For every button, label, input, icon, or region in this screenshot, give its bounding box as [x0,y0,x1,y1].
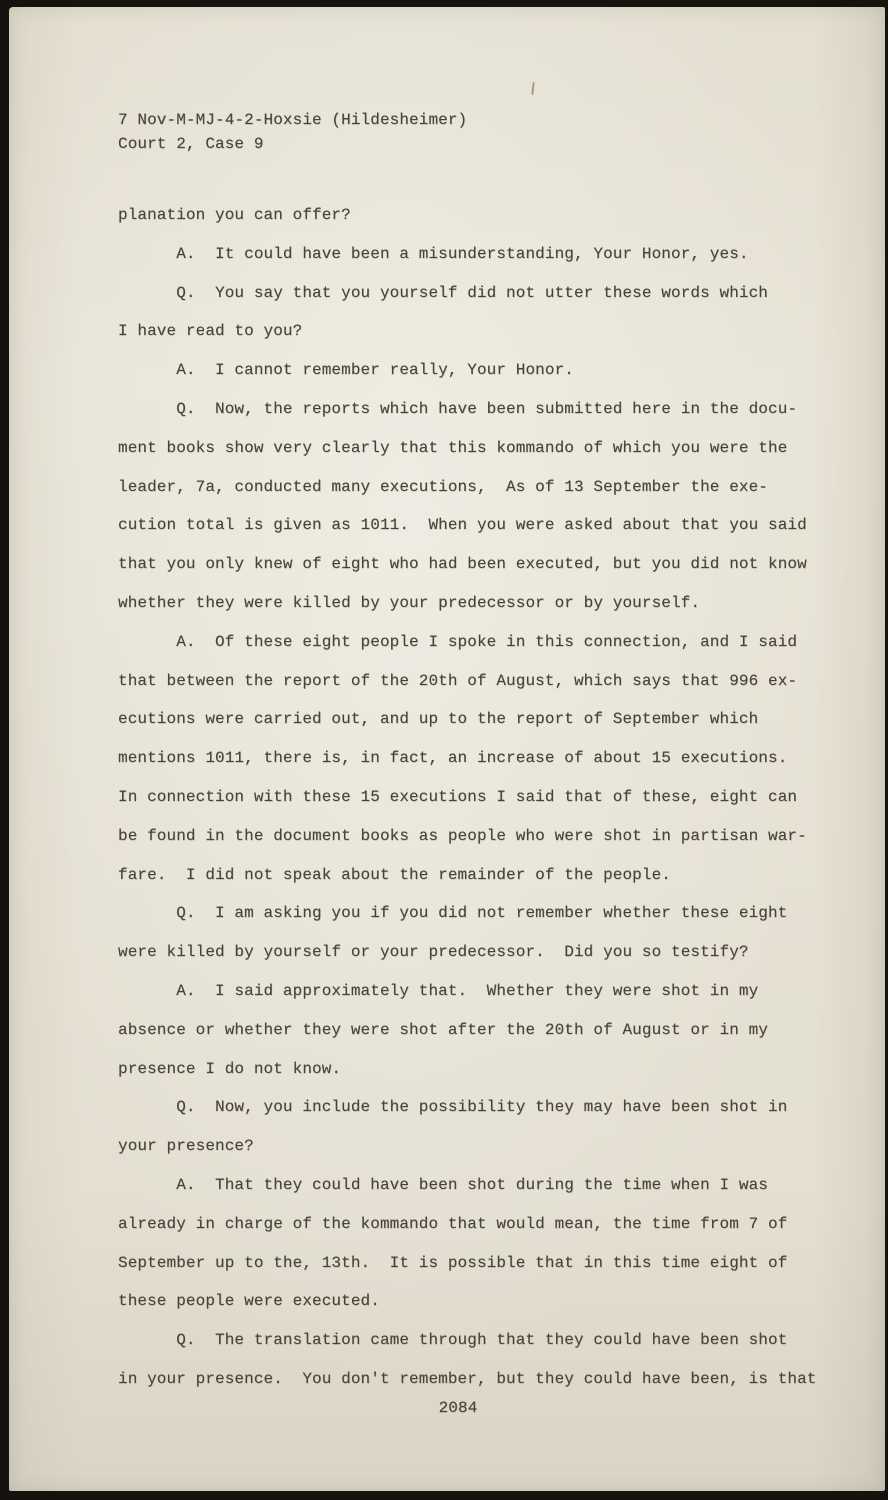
page-number: 2084 [438,1399,478,1417]
transcript-body [118,196,818,1399]
header-court-line: Court 2, Case 9 [118,135,264,153]
transcript-line: A. I cannot remember really, Your Honor. [118,361,574,380]
transcript-line: your presence? [118,1137,254,1156]
transcript-line: A. It could have been a misunderstanding, Your Honor, yes. [118,244,749,263]
stray-ink-mark [531,82,534,95]
page-header [118,108,467,156]
transcript-line: A. Of these eight people I spoke in this connection, and I said [118,632,798,651]
transcript-line: presence I do not know. [118,1059,342,1078]
transcript-line: ecutions were carried out, and up to the report of September which [118,710,759,729]
header-session-line: 7 Nov-M-MJ-4-2-Hoxsie (Hildesheimer) [118,111,468,129]
transcript-line: whether they were killed by your predecessor or by yourself. [118,593,701,612]
transcript-line: Q. I am asking you if you did not remember whether these eight [118,904,788,923]
transcript-line: In connection with these 15 executions I said that of these, eight can [118,787,798,806]
page-number-row [118,1396,798,1420]
transcript-line: that between the report of the 20th of August, which says that 996 ex- [118,671,798,690]
transcript-line: I have read to you? [118,322,303,341]
transcript-line: A. That they could have been shot during the time when I was [118,1175,769,1194]
transcript-line: Q. Now, the reports which have been submitted here in the docu- [118,399,798,418]
transcript-line: leader, 7a, conducted many executions, As of 13 September the exe- [118,477,769,496]
transcript-line: already in charge of the kommando that would mean, the time from 7 of [118,1214,788,1233]
transcript-line: Q. You say that you yourself did not utter these words which [118,283,769,302]
transcript-line: A. I said approximately that. Whether they were shot in my [118,981,759,1000]
transcript-line: Q. Now, you include the possibility they may have been shot in [118,1098,788,1117]
transcript-line: that you only knew of eight who had been executed, but you did not know [118,555,807,574]
transcript-line: mentions 1011, there is, in fact, an increase of about 15 executions. [118,749,788,768]
transcript-line: planation you can offer? [118,206,351,224]
transcript-line: ment books show very clearly that this kommando of which you were the [118,438,788,457]
transcript-line: in your presence. You don't remember, but they could have been, is that [118,1369,817,1388]
document-page [9,7,885,1491]
transcript-line: be found in the document books as people who were shot in partisan war- [118,826,807,845]
transcript-line: fare. I did not speak about the remainder of the people. [118,865,671,884]
transcript-line: these people were executed. [118,1292,380,1311]
transcript-line: cution total is given as 1011. When you were asked about that you said [118,516,807,535]
transcript-line: were killed by yourself or your predecessor. Did you so testify? [118,943,749,962]
transcript-line: September up to the, 13th. It is possible that in this time eight of [118,1253,788,1272]
transcript-line: absence or whether they were shot after the 20th of August or in my [118,1020,769,1039]
transcript-line: Q. The translation came through that they could have been shot [118,1331,788,1350]
